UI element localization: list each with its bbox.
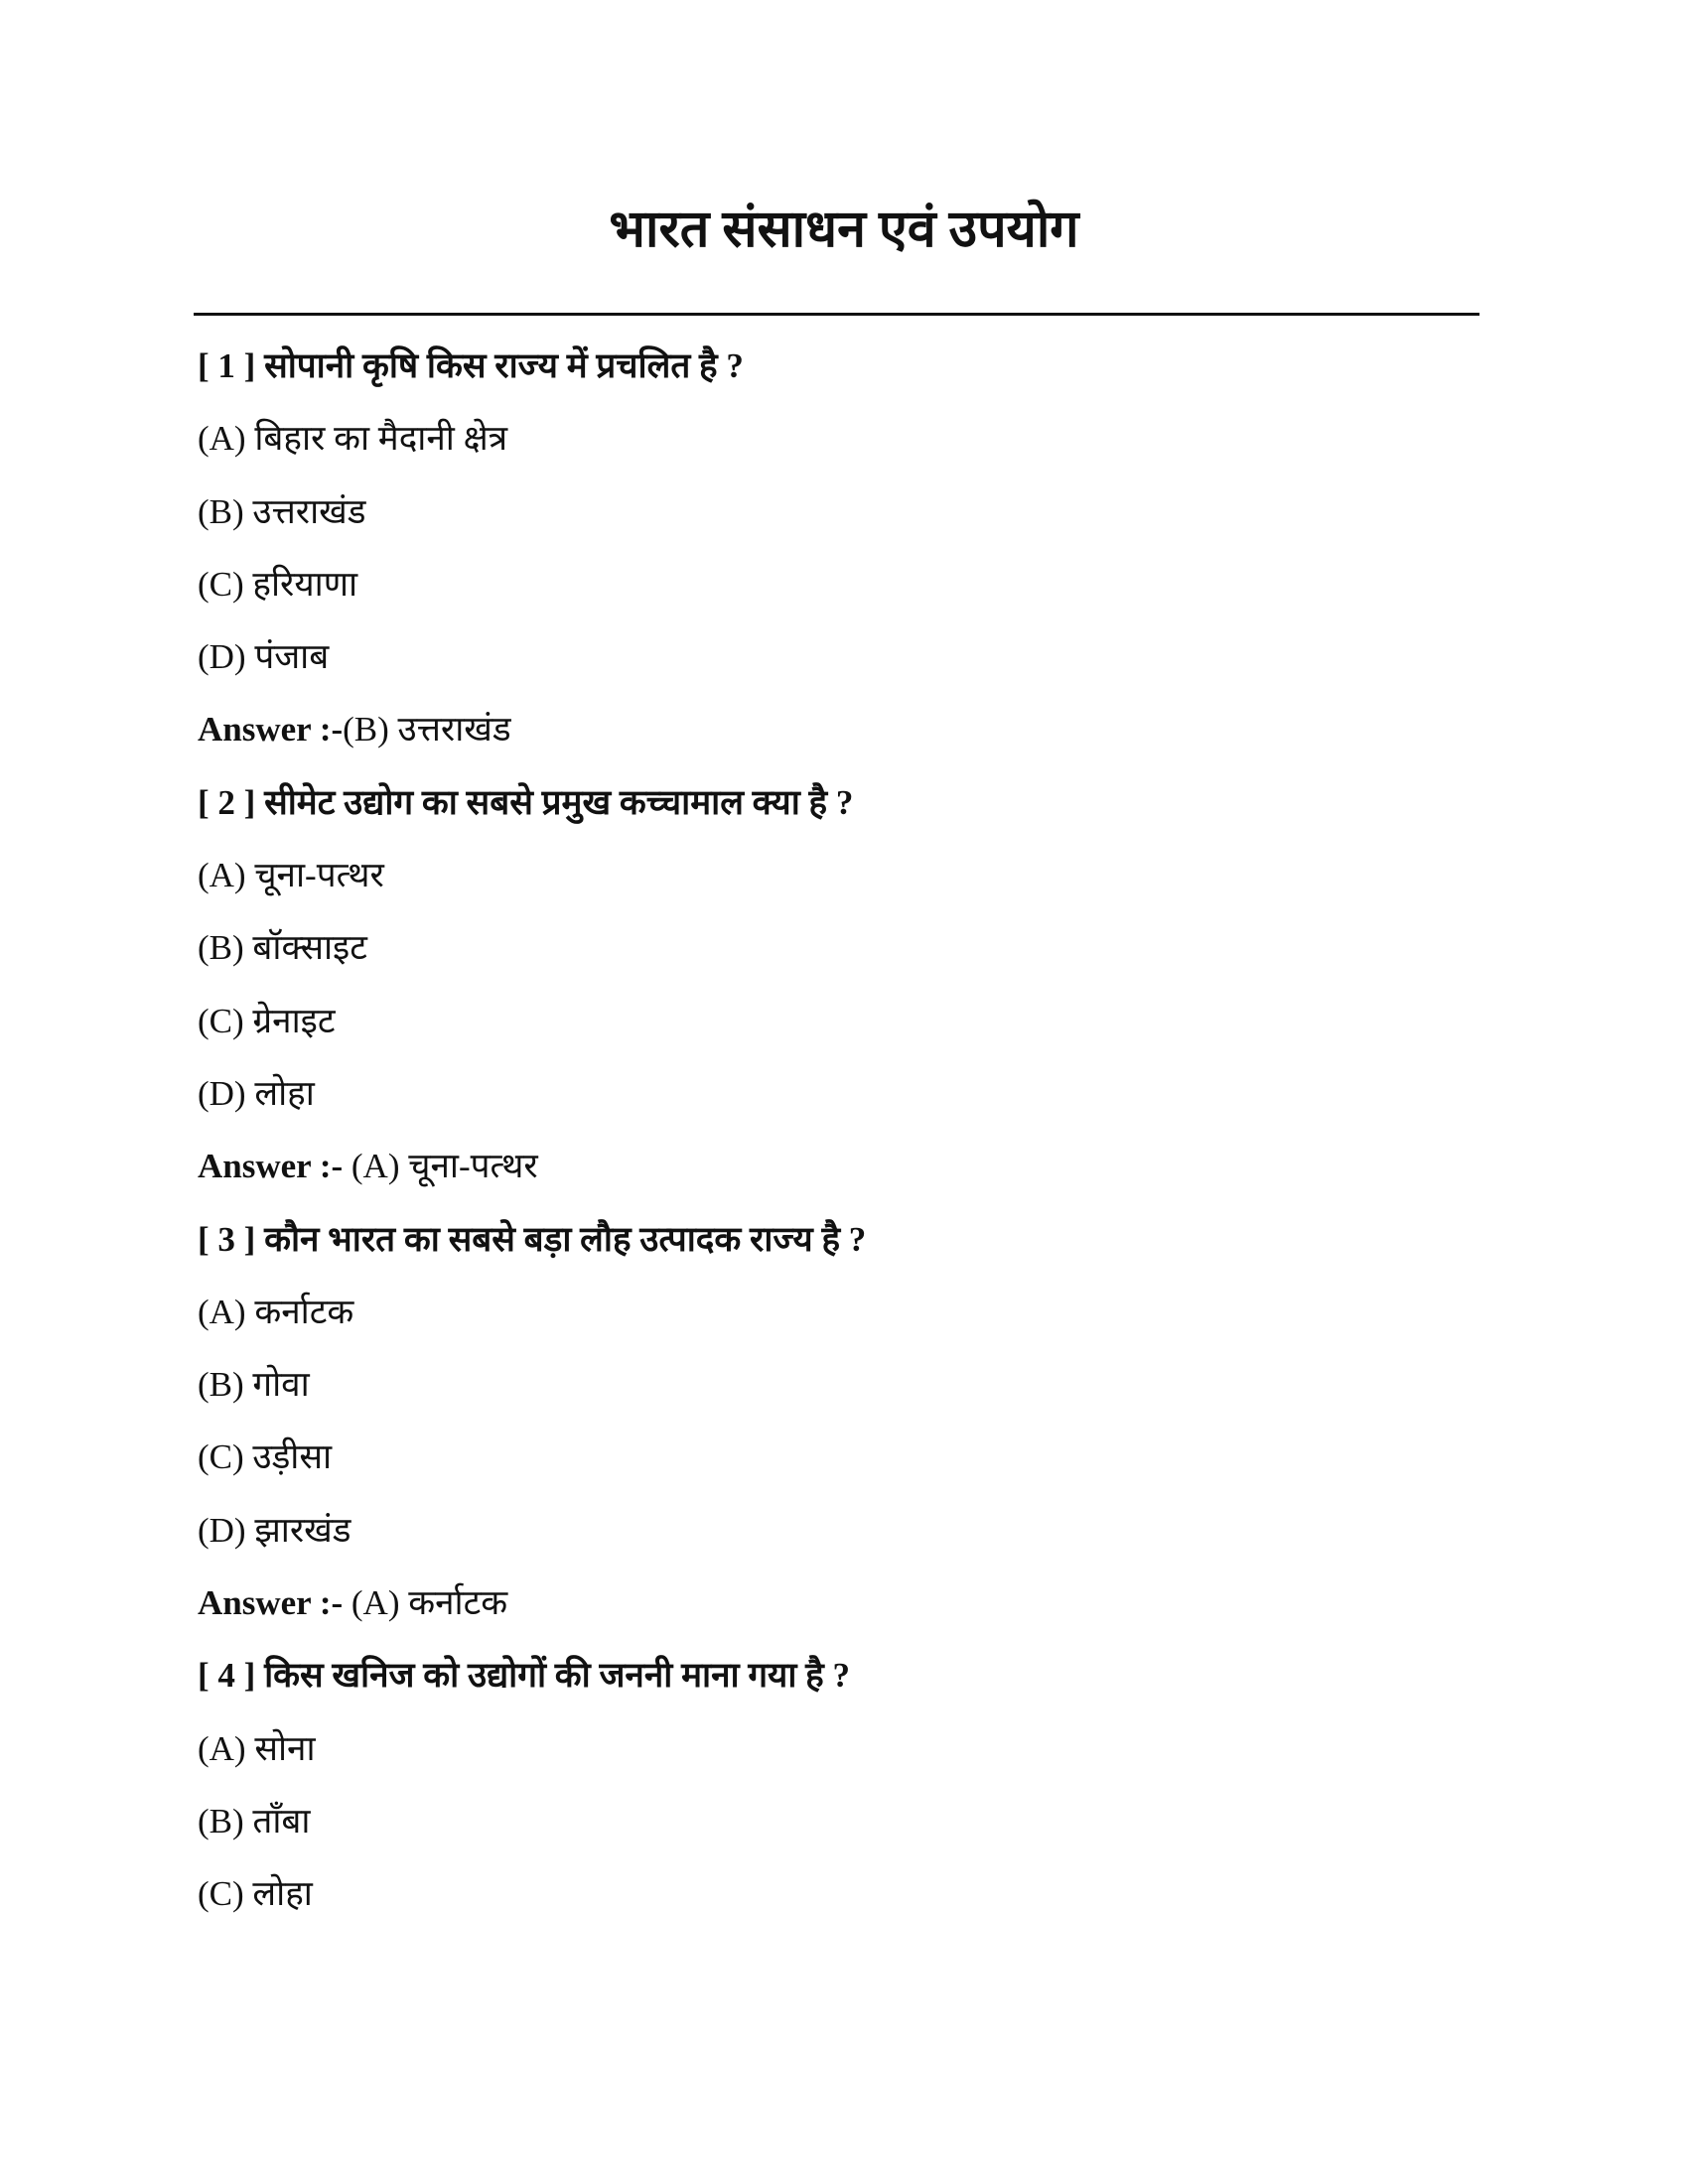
- question-list: [198, 330, 1478, 1931]
- option: (C) लोहा: [198, 1874, 313, 1914]
- question-text: कौन भारत का सबसे बड़ा लौह उत्पादक राज्य है ?: [264, 1219, 867, 1259]
- question-text: किस खनिज को उद्योगों की जननी माना गया है ?: [264, 1656, 850, 1696]
- question-number: [ 2 ]: [198, 782, 256, 822]
- question-number: [ 4 ]: [198, 1656, 256, 1696]
- question-text: सीमेट उद्योग का सबसे प्रमुख कच्चामाल क्या है ?: [264, 782, 854, 822]
- question-1: [198, 330, 1478, 402]
- option: (C) ग्रेनाइट: [198, 1001, 336, 1040]
- option: (A) बिहार का मैदानी क्षेत्र: [198, 419, 508, 459]
- answer-label: Answer :-: [198, 1583, 344, 1623]
- option: (D) लोहा: [198, 1073, 315, 1113]
- answer-line: [198, 1567, 1478, 1639]
- option: (C) उड़ीसा: [198, 1437, 333, 1477]
- title-divider: [194, 313, 1479, 316]
- answer-line: [198, 1130, 1478, 1202]
- answer-label: Answer :-: [198, 1147, 344, 1186]
- answer-value: (A) कर्नाटक: [343, 1583, 508, 1623]
- question-number: [ 1 ]: [198, 346, 256, 385]
- option: (A) सोना: [198, 1728, 316, 1768]
- answer-value: (A) चूना-पत्थर: [343, 1147, 538, 1186]
- answer-line: [198, 693, 1478, 765]
- option: (B) ताँबा: [198, 1801, 311, 1841]
- option: (D) पंजाब: [198, 637, 330, 677]
- option: (B) उत्तराखंड: [198, 491, 366, 531]
- question-number: [ 3 ]: [198, 1219, 256, 1259]
- option: (B) बॉक्साइट: [198, 928, 367, 968]
- answer-label: Answer :-: [198, 710, 344, 750]
- question-4: [198, 1639, 1478, 1711]
- option: (B) गोवा: [198, 1365, 310, 1405]
- question-3: [198, 1203, 1478, 1276]
- question-text: सोपानी कृषि किस राज्य में प्रचलित है ?: [264, 346, 744, 385]
- option: (A) कर्नाटक: [198, 1292, 354, 1331]
- option: (D) झारखंड: [198, 1510, 352, 1550]
- page-title: भारत संसाधन एवं उपयोग: [609, 202, 1079, 258]
- option: (C) हरियाणा: [198, 564, 358, 604]
- option: (A) चूना-पत्थर: [198, 856, 384, 895]
- question-2: [198, 766, 1478, 839]
- answer-value: (B) उत्तराखंड: [343, 710, 511, 750]
